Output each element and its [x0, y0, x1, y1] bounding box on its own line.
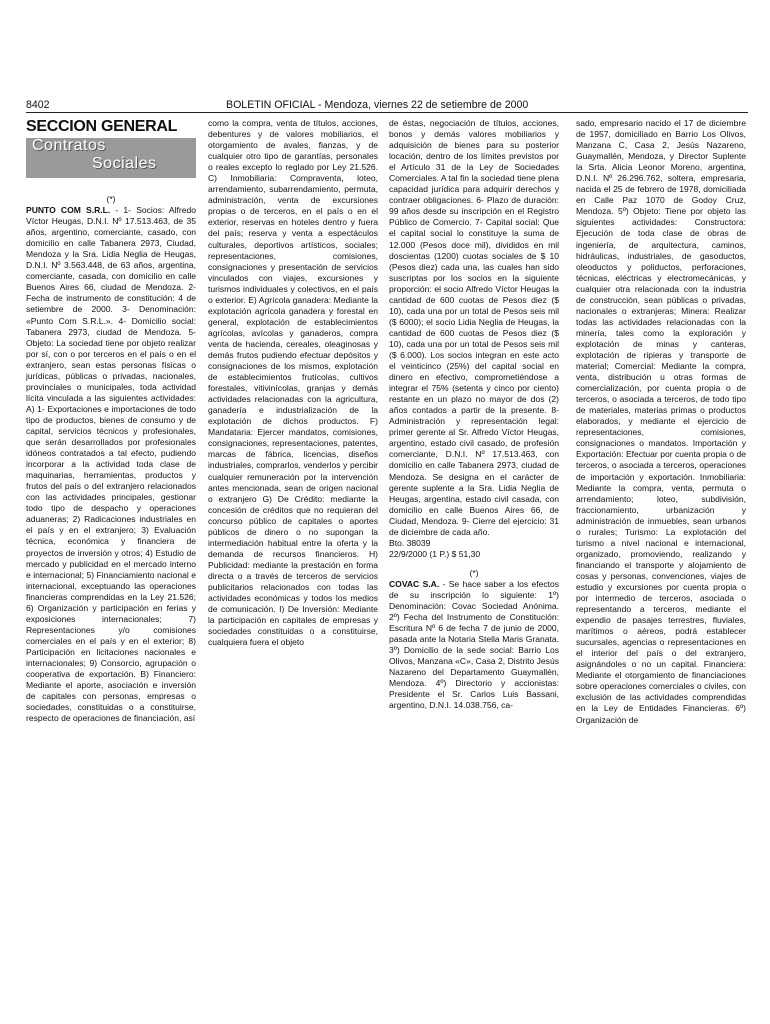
page-header [26, 99, 748, 113]
notice-body: - 1- Socios: Alfredo Víctor Heugas, D.N.I. Nº 17.513.463, de 35 años, argentino, comerciante, casado, con domicilio en calle Tabanera 2973, Ciudad, Mendoza y la Sra. Lidia Neglia de Heugas, D.N.I. Nº 3.563.448, de 63 años, argentina, comerciante, casada, con domicilio en calle Buenos Aires 66, ciudad de Mendoza. 2- Fecha de instrumento de constitución: 4 de setiembre de 2000. 3- Denominación: «Punto Com S.R.L.». 4- Domicilio social: Tabanera 2973, ciudad de Mendoza. 5- Objeto: La sociedad tiene por objeto realizar por sí, con o por terceros en el país o en el extranjero, sean estas personas físicas o jurídicas, públicas o privadas, nacionales, provinciales o municipales, toda actividad lícita vinculada a las siguientes actividades: A) 1- Exportaciones e importaciones de todo tipo de productos, bienes de consumo y de capital, servicios técnicos y profesionales, que serán desarrollados por profesionales idóneos contratados a tal efecto, pudiendo incorporar a la actividad toda clase de maquinarias, herramientas, productos y frutos del país o del extranjero relacionados con las actividades principales, gestionar todo tipo de despacho y operaciones aduaneras; 2) Radicaciones industriales en el país y en el extranjero; 3) Evaluación técnica, económica y financiera de proyectos de inversión y otros; 4) Estudio de mercado y publicidad en el mercado interno e internacional; 5) Financiamiento nacional e internacional, exceptuando las operaciones financieras comprendidas en la Ley 21.526; 6) Organización y participación en ferias y exposiciones internacionales; 7) Representaciones y/o comisiones comerciales en el país y en el exterior; 8) Participación en licitaciones nacionales e internacionales; 9) Consorcio, agrupación o cooperativa de exportación. B) Financiero: Mediante el aporte, asociación e inversión de capitales con personas, empresas o sociedades, constituidas o a constituirse, respecto de operaciones de financiación, así [26, 205, 196, 724]
section-title: SECCION GENERAL [26, 118, 178, 135]
column-3 [389, 118, 559, 711]
page-number: 8402 [26, 99, 50, 111]
column-1 [26, 118, 196, 724]
notice-body: como la compra, venta de títulos, acciones, debentures y de valores mobiliarios, el otorgamiento de avales, fianzas, y de cualquier otro tipo de garantías, personales o reales excepto lo reglado por Ley 21.526. C) Inmobiliaria: Compraventa, loteo, arrendamiento, subarrendamiento, permuta, administración, venta de excursiones propias o de terceros, en el país o en el exterior, reservas en hoteles dentro y fuera del país; reserva y venta a espectáculos culturales, deportivos artísticos, sociales; representaciones, comisiones, consignaciones y presentación de servicios vinculados con viajes, excursiones y turismos individuales y colectivos, en el país o exterior. E) Agrícola ganadera: Mediante la explotación agrícola ganadera y forestal en general, explotación de establecimientos agrícolas, avícolas y ganaderos, compra venta de hacienda, cereales, oleaginosas y demás frutos pudiendo efectuar depósitos y consignaciones de los mismos, explotación de establecimientos frutícolas, cultivos forestales, vitivinícolas, granjas y demás actividades relacionadas con la agricultura, ganadería e industrialización de la explotación de dichos productos. F) Mandataria: Ejercer mandatos, comisiones, consignaciones, representaciones, patentes, marcas de fábrica, licencias, diseños industriales, comprarlos, venderlos y percibir cualquier remuneración por la intervención antes mencionada, sean de origen nacional o extranjero G) De Crédito: mediante la concesión de créditos que no requieran del concurso público de capitales o aportes públicos de dinero o no supongan la intermediación habitual entre la oferta y la demanda de recursos financieros. H) Publicidad: mediante la prestación en forma directa o a través de terceros de servicios publicitarios relacionados con todas las actividades económicas y todos los medios de comunicación. I) De Inversión: Mediante la participación en capitales de empresas y sociedades constituidas o a constituirse, cualquiera fuera el objeto [208, 118, 378, 648]
publication-date: 22/9/2000 (1 P.) $ 51,30 [389, 548, 481, 559]
banner-line-1: Contratos [32, 137, 106, 154]
notice-mark: (*) [469, 567, 479, 578]
notice-body: sado, empresario nacido el 17 de diciembre de 1957, domiciliado en Barrio Los Olivos, Manzana C, Casa 2, Jesús Nazareno, Guaymallén, Mendoza, y Director Suplente la Srta. Alicia Leonor Moreno, argentina, D.N.I. Nº 26.296.762, soltera, empresaria, nacida el 25 de febrero de 1978, domiciliada en Calle Paz 1070 de Godoy Cruz, Mendoza. 5º) Objeto: Tiene por objeto las siguientes actividades: Constructora: Ejecución de toda clase de obras de ingeniería, de arquitectura, caminos, hidráulicas, industriales, de gasoductos, oleoductos y poliductos, perforaciones, técnicas, eléctricas y electromecánicas, y cualquier otra relacionada con la industria de construcción, sean públicas o privadas, nacionales o extranjeras; Minera: Realizar todas las actividades relacionadas con la minería, tales como la exploración y explotación de minas y canteras, explotación de ripieras y transporte de material; Comercial: Mediante la compra, venta, distribución u otras formas de comercialización, por cuenta propia o de terceros, o asociada a terceros, de todo tipo de materiales, materias primas o productos elaborados, y mediante el ejercicio de representaciones, comisiones, consignaciones o mandatos. Importación y Exportación: Efectuar por cuenta propia o de terceros, o asociada a terceros, operaciones de importación y exportación. Inmobiliaria: Mediante la compra, venta, permuta o arrendamiento; loteo, subdivisión, fraccionamiento, urbanización y administración de inmuebles, sean urbanos o rurales; Turismo: La explotación del turismo a nivel nacional e internacional, organizado, promoviendo, realizando y financiando el transporte y alojamiento de cosas y personas, convenciones, viajes de estudio y excursiones por cuenta propia o por intermedio de terceros, asociada o representando a terceros, mediante el expendio de pasajes terrestres, fluviales, marítimos o aéreos, podrá establecer sucursales, agencias o representaciones en el interior del país o del extranjero, asignándoles o no un capital. Financiera: Mediante el otorgamiento de financiaciones sobre operaciones comerciales o civiles, con exclusión de las actividades comprendidas en la Ley de Entidades Financieras. 6º) Organización de [576, 118, 746, 725]
notice-text [26, 205, 196, 724]
notice-text [389, 579, 559, 712]
company-name: COVAC S.A. [389, 578, 440, 589]
company-name: PUNTO COM S.R.L. [26, 205, 111, 216]
section-banner [26, 138, 196, 178]
banner-line-2: Sociales [92, 155, 157, 172]
notice-body: de éstas, negociación de títulos, acciones, bonos y demás valores mobiliarios y adquisición de bienes para su posterior locación, dentro de los límites previstos por el Artículo 31 de la Ley de Sociedades Comerciales. A tal fin la sociedad tiene plena capacidad jurídica para adquirir derechos y contraer obligaciones. 6- Plazo de duración: 99 años desde su inscripción en el Registro Público de Comercio. 7- Capital social: Que el capital social lo constituye la suma de 12.000 (Pesos doce mil), divididos en mil doscientas (1200) cuotas sociales de $ 10 (Pesos diez) cada una, las cuales han sido suscriptas por los socios en la siguiente proporción: el socio Alfredo Víctor Heugas la cantidad de 600 cuotas de Pesos diez ($ 10), cada una por un total de Pesos seis mil ($ 6000); el socio Lidia Neglia de Heugas, la cantidad de 600 cuotas de Pesos diez ($ 10), cada una por un total de Pesos seis mil ($ 6.000). Los socios integran en este acto el veinticinco (25%) del capital social en dinero en efectivo, comprometiéndose a integrar el 75% (setenta y cinco por ciento) restante en un plazo no mayor de dos (2) años contados a partir de la presente. 8- Administración y representación legal: primer gerente al Sr. Alfredo Víctor Heugas, argentino, estado civil casado, de profesión comerciante, D.N.I. Nº 17.513.463, con domicilio en calle Tabanera 2973, ciudad de Mendoza. Se designa en el carácter de gerente suplente a la Sra. Lidia Neglia de Heugas, argentina, estado civil casada, con domicilio en calle Buenos Aires 66, de Ciudad, Mendoza. 9- Cierre del ejercicio: 31 de diciembre de cada año. [389, 118, 559, 537]
publication-title: BOLETIN OFICIAL - Mendoza, viernes 22 de setiembre de 2000 [226, 99, 529, 111]
notice-mark: (*) [106, 194, 116, 204]
header-rule [26, 112, 748, 113]
column-2 [208, 118, 378, 648]
notice-body: - Se hace saber a los efectos de su inscripción lo siguiente: 1º) Denominación: Covac Sociedad Anónima. 2º) Fecha del Instrumento de Constitución: Escritura Nº 6 de fecha 7 de junio de 2000, pasada ante la Notaria Stella Maris Granata. 3º) Domicilio de la sede social: Barrio Los Olivos, Manzana «C», Casa 2, Distrito Jesús Nazareno del Departamento Guaymallén, Mendoza. 4º) Directorio y accionistas: Presidente el Sr. Carlos Luis Bassani, argentino, D.N.I. 14.038.756, ca- [389, 578, 560, 711]
column-4 [576, 118, 746, 726]
bulletin-number: Bto. 38039 [389, 537, 431, 548]
